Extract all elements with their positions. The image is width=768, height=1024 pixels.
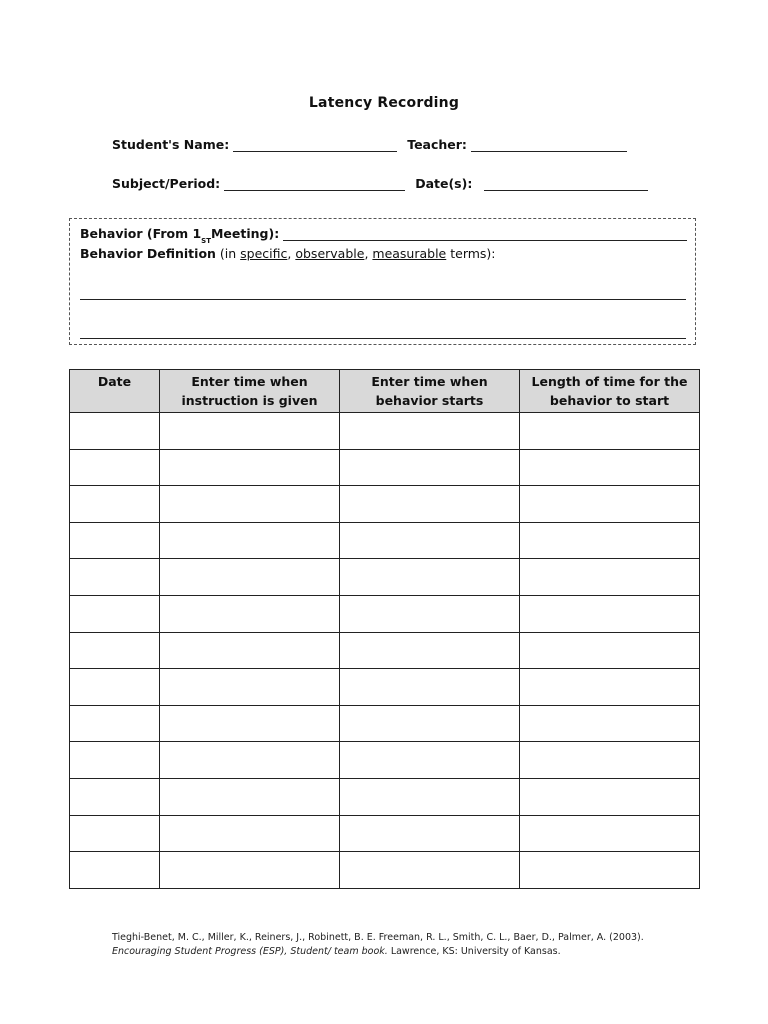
instruction-time-cell[interactable] (160, 742, 340, 779)
instruction-time-cell[interactable] (160, 669, 340, 706)
table-row (70, 815, 700, 852)
date-cell[interactable] (70, 742, 160, 779)
term-specific: specific (240, 246, 288, 261)
definition-line-1[interactable] (80, 299, 686, 300)
latency-length-cell[interactable] (520, 486, 700, 523)
header-date: Date (70, 370, 160, 413)
date-cell[interactable] (70, 413, 160, 450)
behavior-start-cell[interactable] (340, 778, 520, 815)
table-row (70, 449, 700, 486)
date-cell[interactable] (70, 815, 160, 852)
date-cell[interactable] (70, 522, 160, 559)
behavior-label-prefix: Behavior (From 1 (80, 226, 202, 241)
latency-length-cell[interactable] (520, 705, 700, 742)
dates-field[interactable] (484, 178, 648, 191)
behavior-field[interactable] (283, 228, 687, 241)
latency-length-cell[interactable] (520, 852, 700, 889)
latency-length-cell[interactable] (520, 595, 700, 632)
table-header-row (70, 370, 700, 413)
table-row (70, 595, 700, 632)
table-row (70, 559, 700, 596)
instruction-time-cell[interactable] (160, 815, 340, 852)
date-cell[interactable] (70, 632, 160, 669)
latency-length-cell[interactable] (520, 632, 700, 669)
latency-length-cell[interactable] (520, 742, 700, 779)
table-row (70, 778, 700, 815)
latency-length-cell[interactable] (520, 413, 700, 450)
subject-date-row (112, 176, 658, 191)
definition-comma-1: , (287, 246, 296, 261)
definition-comma-2: , (364, 246, 373, 261)
behavior-label-suffix: Meeting): (210, 226, 280, 241)
student-name-field[interactable] (233, 139, 397, 152)
date-cell[interactable] (70, 449, 160, 486)
instruction-time-cell[interactable] (160, 778, 340, 815)
behavior-start-cell[interactable] (340, 595, 520, 632)
date-cell[interactable] (70, 595, 160, 632)
latency-table (69, 369, 700, 889)
dates-label: Date(s): (415, 176, 473, 191)
instruction-time-cell[interactable] (160, 632, 340, 669)
citation-publisher: Lawrence, KS: University of Kansas. (387, 946, 561, 957)
latency-length-cell[interactable] (520, 449, 700, 486)
term-observable: observable (295, 246, 365, 261)
date-cell[interactable] (70, 778, 160, 815)
behavior-start-cell[interactable] (340, 632, 520, 669)
instruction-time-cell[interactable] (160, 595, 340, 632)
header-latency-length: Length of time for the behavior to start (520, 370, 700, 413)
table-row (70, 522, 700, 559)
behavior-start-cell[interactable] (340, 449, 520, 486)
latency-length-cell[interactable] (520, 778, 700, 815)
behavior-start-cell[interactable] (340, 413, 520, 450)
behavior-line: Behavior (From 1 ST Meeting): (80, 226, 687, 241)
citation-line-1: Tieghi-Benet, M. C., Miller, K., Reiners, J., Robinett, B. E. Freeman, R. L., Smith, C. L., Baer, D., Palmer, A. (2003). (112, 932, 644, 943)
instruction-time-cell[interactable] (160, 705, 340, 742)
table-row (70, 742, 700, 779)
instruction-time-cell[interactable] (160, 559, 340, 596)
behavior-start-cell[interactable] (340, 486, 520, 523)
teacher-label: Teacher: (407, 137, 467, 152)
instruction-time-cell[interactable] (160, 413, 340, 450)
date-cell[interactable] (70, 669, 160, 706)
behavior-start-cell[interactable] (340, 815, 520, 852)
header-behavior-start: Enter time when behavior starts (340, 370, 520, 413)
header-instruction-time: Enter time when instruction is given (160, 370, 340, 413)
instruction-time-cell[interactable] (160, 852, 340, 889)
latency-length-cell[interactable] (520, 669, 700, 706)
subject-period-label: Subject/Period: (112, 176, 221, 191)
latency-length-cell[interactable] (520, 559, 700, 596)
citation (112, 931, 644, 959)
latency-length-cell[interactable] (520, 522, 700, 559)
definition-close: terms): (446, 246, 496, 261)
table-row (70, 705, 700, 742)
date-cell[interactable] (70, 705, 160, 742)
subject-period-field[interactable] (224, 178, 405, 191)
date-cell[interactable] (70, 486, 160, 523)
term-measurable: measurable (372, 246, 447, 261)
behavior-definition-label: Behavior Definition (80, 246, 216, 261)
definition-open: (in (215, 246, 241, 261)
instruction-time-cell[interactable] (160, 522, 340, 559)
name-teacher-row (112, 137, 637, 152)
table-row (70, 669, 700, 706)
student-name-label: Student's Name: (112, 137, 230, 152)
behavior-start-cell[interactable] (340, 742, 520, 779)
table-row (70, 632, 700, 669)
table-row (70, 852, 700, 889)
date-cell[interactable] (70, 852, 160, 889)
teacher-field[interactable] (471, 139, 627, 152)
citation-book-title: Encouraging Student Progress (ESP), Student/ team book. (112, 946, 388, 957)
behavior-start-cell[interactable] (340, 559, 520, 596)
behavior-start-cell[interactable] (340, 705, 520, 742)
citation-line-2 (112, 945, 644, 959)
behavior-box (69, 218, 696, 345)
definition-line-2[interactable] (80, 338, 686, 339)
table-row (70, 486, 700, 523)
latency-length-cell[interactable] (520, 815, 700, 852)
behavior-start-cell[interactable] (340, 852, 520, 889)
behavior-start-cell[interactable] (340, 522, 520, 559)
instruction-time-cell[interactable] (160, 486, 340, 523)
date-cell[interactable] (70, 559, 160, 596)
table-row (70, 413, 700, 450)
page-title: Latency Recording (308, 95, 460, 111)
behavior-definition-line (80, 246, 496, 261)
instruction-time-cell[interactable] (160, 449, 340, 486)
behavior-start-cell[interactable] (340, 669, 520, 706)
